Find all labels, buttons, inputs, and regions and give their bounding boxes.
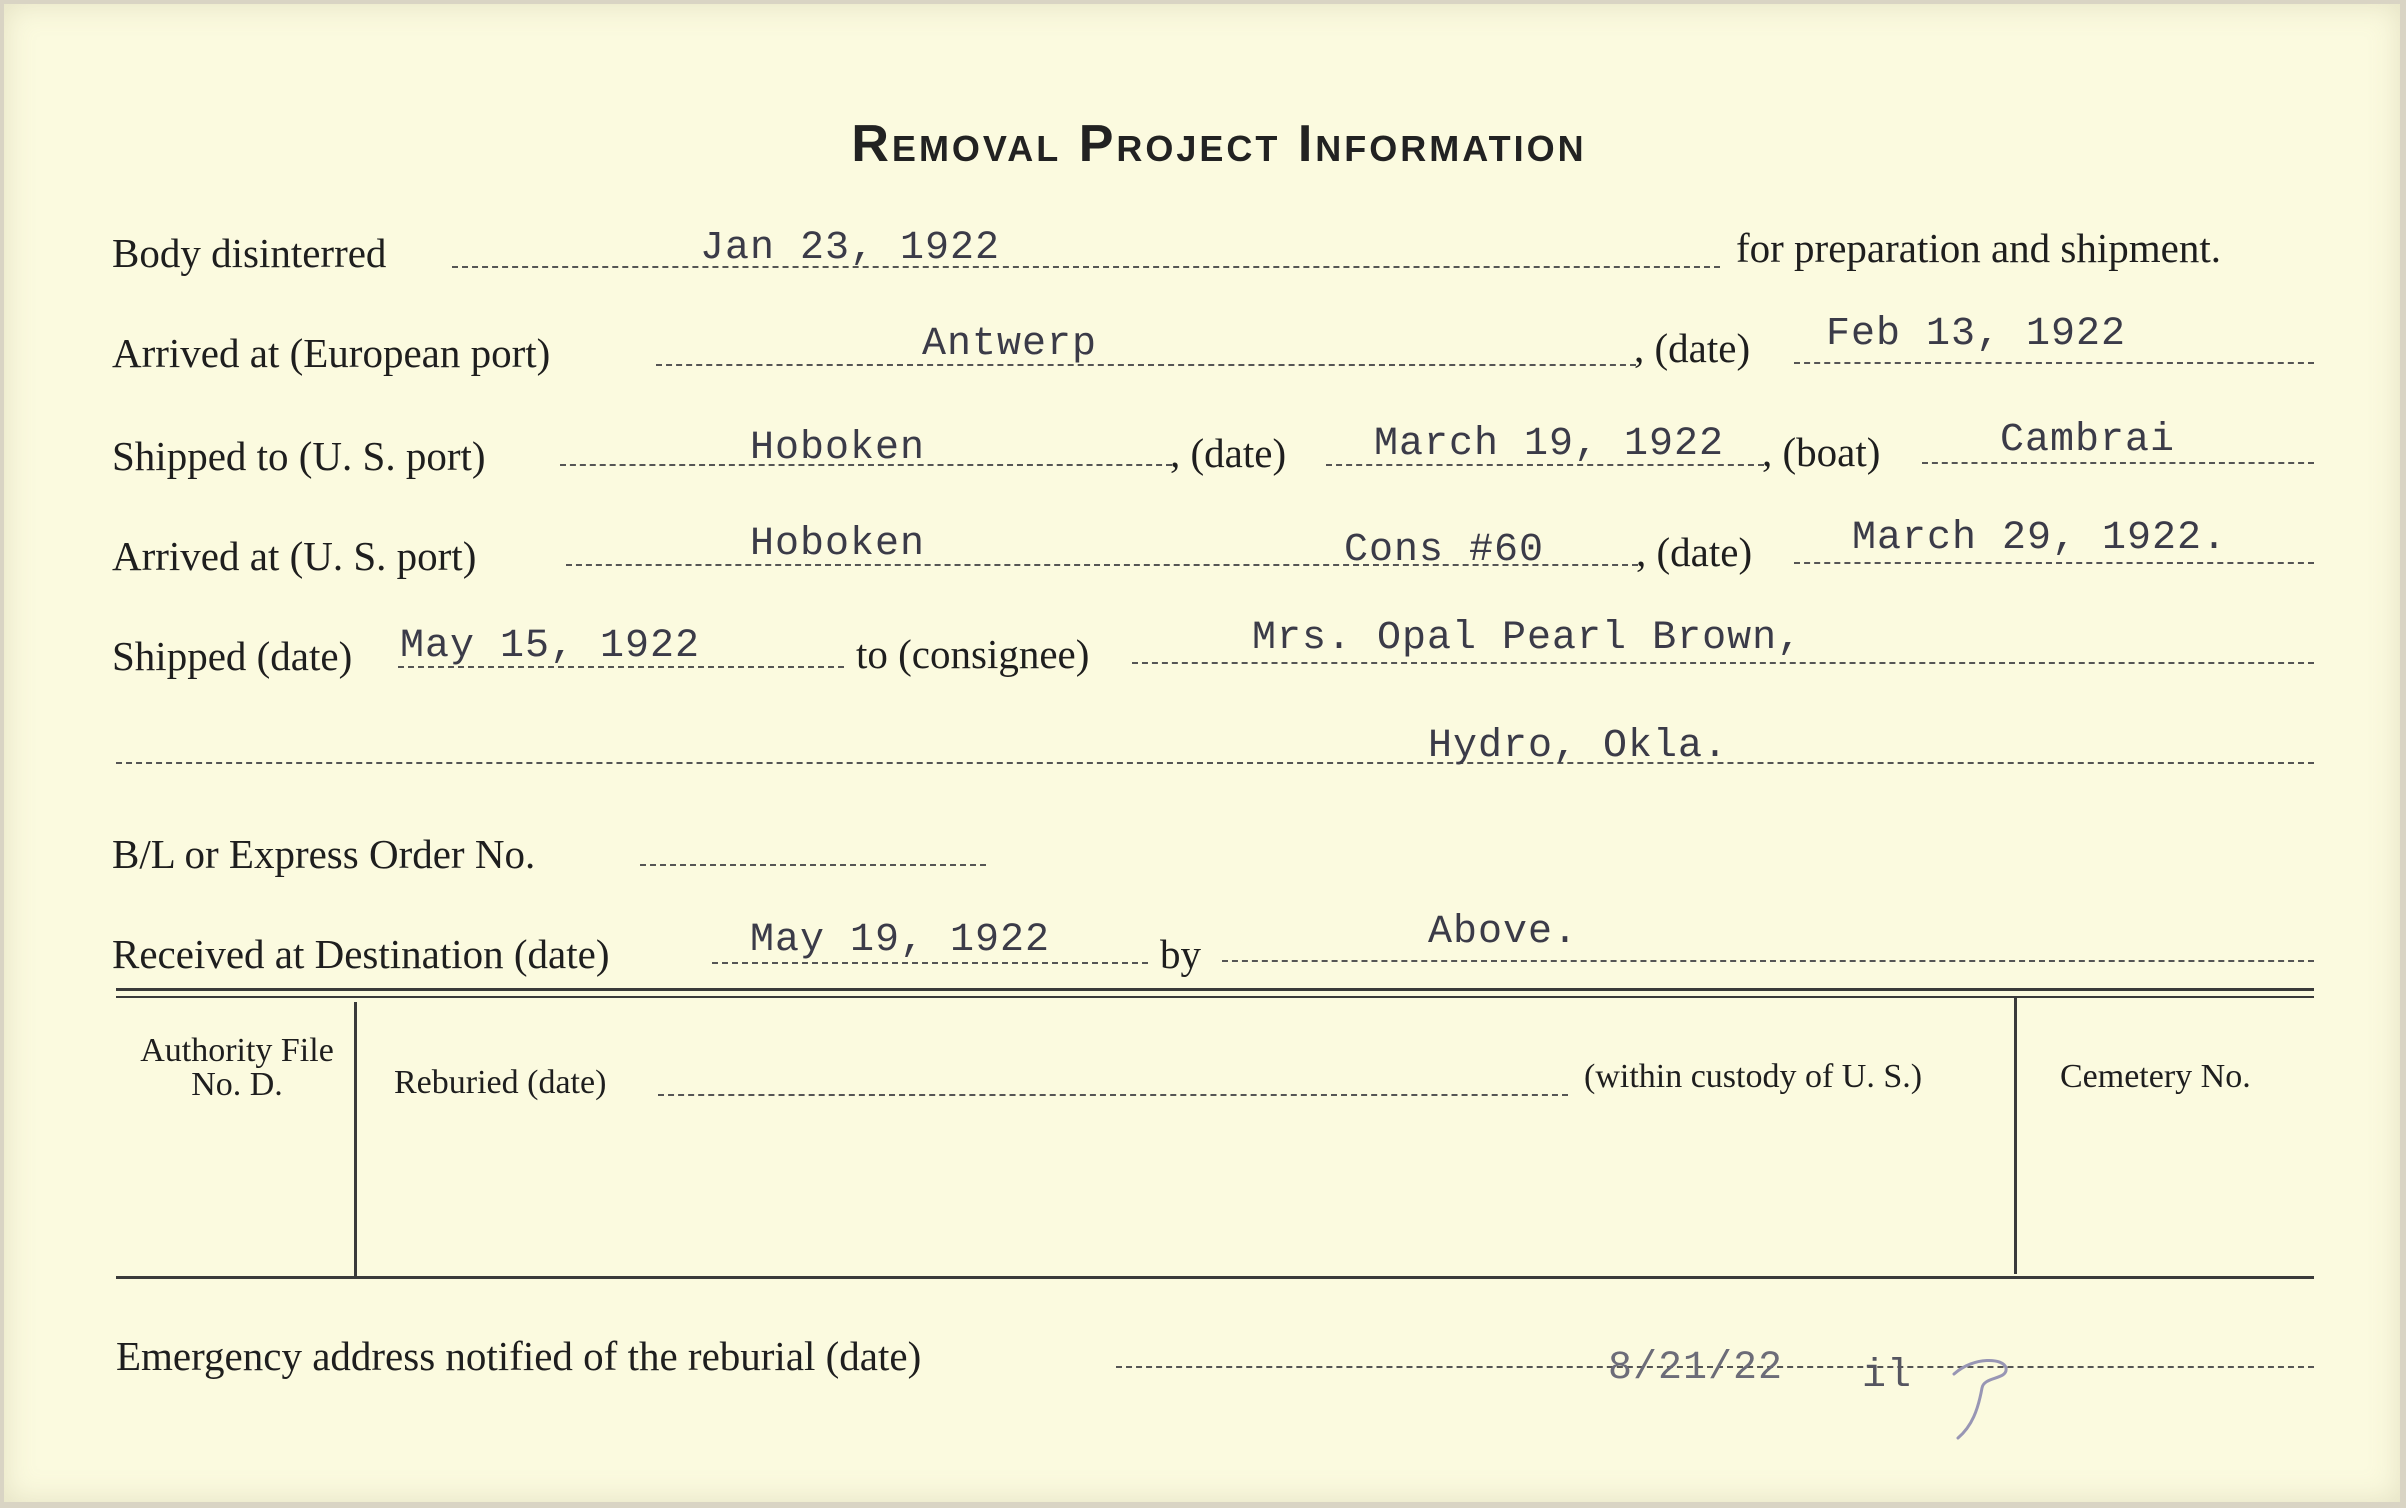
european-date-label: , (date) bbox=[1634, 325, 1751, 371]
shipped-date-value: May 15, 1922 bbox=[400, 624, 701, 669]
box-divider-left bbox=[354, 1002, 357, 1278]
bottom-rule bbox=[116, 1276, 2314, 1279]
boat-label: , (boat) bbox=[1762, 429, 1881, 475]
us-arrival-date-value: March 29, 1922. bbox=[1852, 516, 2228, 561]
emergency-initials-value: il bbox=[1862, 1354, 1913, 1399]
us-port-shipped-value: Hoboken bbox=[750, 426, 926, 471]
received-by-line bbox=[1222, 960, 2314, 962]
shipped-us-label: Shipped to (U. S. port) bbox=[112, 433, 486, 479]
us-arrival-date-line bbox=[1794, 562, 2314, 564]
received-by-label: by bbox=[1160, 931, 1201, 977]
form-title: Removal Project Information bbox=[851, 115, 1587, 173]
preparation-shipment-label: for preparation and shipment. bbox=[1736, 225, 2222, 271]
handwritten-mark-icon bbox=[1944, 1354, 2024, 1444]
consignee-line bbox=[1132, 662, 2314, 664]
emergency-date-value: 8/21/22 bbox=[1608, 1346, 1784, 1391]
custody-label: (within custody of U. S.) bbox=[1584, 1058, 1923, 1095]
arrived-us-label: Arrived at (U. S. port) bbox=[112, 533, 477, 579]
received-by-value: Above. bbox=[1428, 910, 1579, 955]
ship-date-value: March 19, 1922 bbox=[1374, 422, 1725, 467]
bl-express-order-line bbox=[640, 864, 986, 866]
us-port-arrived-value: Hoboken bbox=[750, 522, 926, 567]
record-card bbox=[4, 4, 2400, 1502]
european-date-line bbox=[1794, 362, 2314, 364]
consignee-name-value: Mrs. Opal Pearl Brown, bbox=[1252, 616, 1803, 661]
top-rule-2 bbox=[116, 996, 2314, 998]
shipped-date-label: Shipped (date) bbox=[112, 633, 353, 679]
received-date-value: May 19, 1922 bbox=[750, 918, 1051, 963]
cons-number-value: Cons #60 bbox=[1344, 528, 1545, 573]
authority-file-label: Authority File No. D. bbox=[140, 1032, 334, 1103]
european-date-value: Feb 13, 1922 bbox=[1826, 312, 2127, 357]
box-divider-right bbox=[2014, 998, 2017, 1274]
emergency-address-label: Emergency address notified of the reburial (date) bbox=[116, 1333, 922, 1379]
bl-express-order-label: B/L or Express Order No. bbox=[112, 831, 536, 877]
reburied-date-line bbox=[658, 1094, 1568, 1096]
european-port-line bbox=[656, 364, 1636, 366]
arrived-european-label: Arrived at (European port) bbox=[112, 330, 551, 376]
disinterred-date-line bbox=[452, 266, 1720, 268]
consignee-label: to (consignee) bbox=[856, 631, 1090, 677]
european-port-value: Antwerp bbox=[922, 322, 1098, 367]
consignee-address-line bbox=[116, 762, 2314, 764]
reburied-date-label: Reburied (date) bbox=[394, 1064, 607, 1101]
us-arrival-date-label: , (date) bbox=[1636, 529, 1753, 575]
body-disinterred-label: Body disinterred bbox=[112, 230, 387, 276]
boat-value: Cambrai bbox=[2000, 418, 2176, 463]
ship-date-label: , (date) bbox=[1170, 430, 1287, 476]
disinterred-date-value: Jan 23, 1922 bbox=[700, 226, 1001, 271]
cemetery-no-label: Cemetery No. bbox=[2060, 1058, 2251, 1095]
received-destination-label: Received at Destination (date) bbox=[112, 931, 610, 977]
top-rule-1 bbox=[116, 988, 2314, 991]
consignee-address-value: Hydro, Okla. bbox=[1428, 724, 1729, 769]
